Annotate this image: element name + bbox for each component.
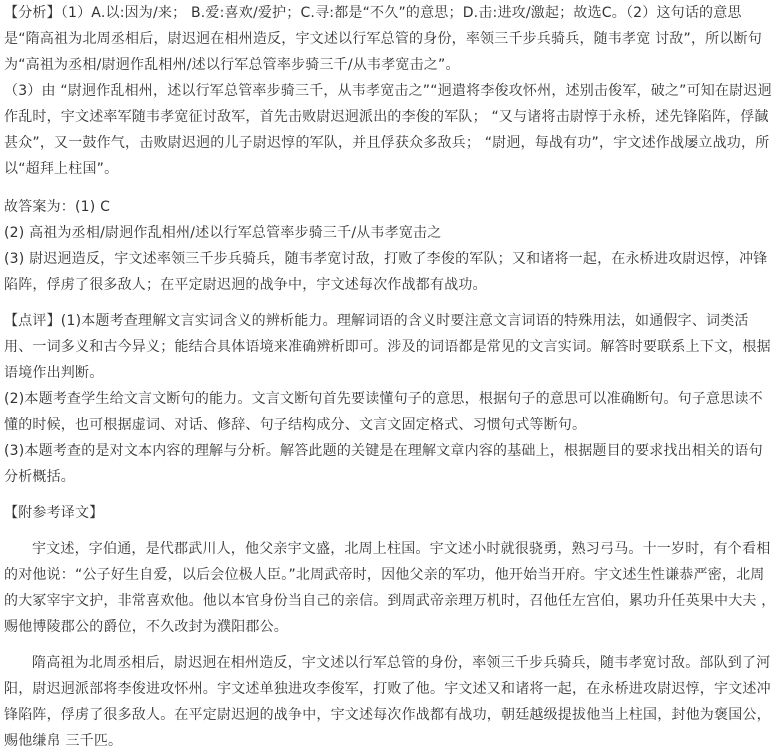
analysis-paragraph: 【分析】（1）A.以:因为/来； B.爱:喜欢/爱护；C.寻:都是“不久”的意思；D.击:进攻/激起；故选C。（2）这句话的意思是“隋高祖为北周丞相后，尉迟迥在相州造反，宇文述以行军总管的身份，率领三千步兵骑兵，随韦孝宽 讨敌”，所以断句为“高祖为丞相/尉迥作乱相州/述以行军总管率步骑三千/从韦孝宽击之”。 — [4, 5, 762, 73]
spacer — [4, 640, 776, 650]
comment-paragraph-3: (3)本题考查的是对文本内容的理解与分析。解答此题的关键是在理解文章内容的基础上，根据题目的要求找出相关的语句分析概括。 — [4, 443, 763, 485]
spacer — [4, 526, 776, 536]
answer-line-1: 故答案为：(1) C — [4, 199, 111, 215]
answer-line-3: (3) 尉迟迥造反，宇文述率领三千步兵骑兵，随韦孝宽讨敌，打败了李俊的军队；又和诸将一起，在永桥进攻尉迟惇，冲锋陷阵，俘虏了很多敌人；在平定尉迟迥的战争中，宇文述每次作战都有战功。 — [4, 251, 768, 293]
spacer — [4, 490, 776, 500]
answer-line-2: (2) 高祖为丞相/尉迥作乱相州/述以行军总管率步骑三千/从韦孝宽击之 — [4, 225, 442, 241]
comment-paragraph-1: 【点评】(1)本题考查理解文言实词含义的辨析能力。理解词语的含义时要注意文言词语的特殊用法，如通假字、词类活用、一词多义和古今异义；能结合具体语境来准确辨析即可。涉及的词语都是常见的文言实词。解答时要联系上下文，根据语境作出判断。 — [4, 313, 771, 381]
translation-paragraph-1: 宇文述，字伯通，是代郡武川人，他父亲宇文盛，北周上柱国。宇文述小时就很骁勇，熟习弓马。十一岁时，有个看相的对他说：“公子好生自爱，以后会位极人臣。”北周武帝时，因他父亲的军功，他开始当开府。宇文述生性谦恭严密，北周的大冢宰宇文护，非常喜欢他。他以本官身份当自己的亲信。到周武帝亲理万机时，召他任左宫伯，累功升任英果中大夫 ，赐他博陵郡公的爵位，不久改封为濮阳郡公。 — [4, 541, 776, 635]
translation-paragraph-2: 隋高祖为北周丞相后，尉迟迥在相州造反，宇文述以行军总管的身份，率领三千步兵骑兵，随韦孝宽讨敌。部队到了河阳，尉迟迥派部将李俊进攻怀州。宇文述单独进攻李俊军，打败了他。宇文述又和诸将一起，在永桥进攻尉迟惇，宇文述冲锋陷阵，俘虏了很多敌人。在平定尉迟迥的战争中，宇文述每次作战都有战功，朝廷越级提拔他当上柱国，封他为褒国公，赐他缣帛 三千匹。 — [4, 655, 771, 749]
translation-heading: 【附参考译文】 — [4, 505, 104, 521]
spacer — [4, 182, 776, 194]
analysis-paragraph-3: （3）由 “尉迥作乱相州，述以行军总管率步骑三千，从韦孝宽击之”“迥遣将李俊攻怀州，述别击俊军，破之”可知在尉迟迥作乱时，宇文述率军随韦孝宽征讨敌军，首先击败尉迟迥派出的李俊的军队； “又与诸将击尉惇于永桥，述先锋陷阵，俘馘甚众”，又一鼓作气，击败尉迟迥的儿子尉迟惇的军队，并且俘获众多敌兵； “尉迥，每战有功”，宇文述作战屡立战功，所以“超拜上柱国”。 — [4, 83, 772, 177]
comment-paragraph-2: (2)本题考查学生给文言文断句的能力。文言文断句首先要读懂句子的意思，根据句子的意思可以准确断句。句子意思读不懂的时候，也可根据虚词、对话、修辞、句子结构成分、文言文固定格式、习惯句式等断句。 — [4, 391, 763, 433]
spacer — [4, 298, 776, 308]
